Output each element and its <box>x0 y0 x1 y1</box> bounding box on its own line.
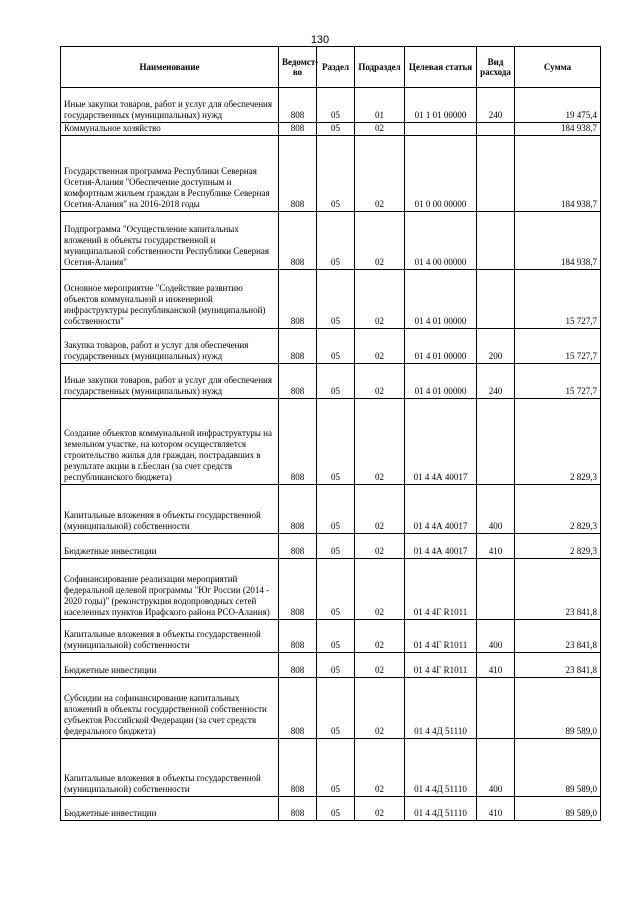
row-section: 05 <box>317 485 355 534</box>
row-sum: 184 938,7 <box>515 212 601 270</box>
row-dept: 808 <box>279 653 317 678</box>
row-target: 01 4 4Д 51110 <box>405 678 477 739</box>
row-target: 01 4 4Д 51110 <box>405 797 477 821</box>
column-header-section: Раздел <box>317 47 355 88</box>
row-section: 05 <box>317 329 355 364</box>
row-target: 01 4 4Д 51110 <box>405 739 477 797</box>
row-name: Коммунальное хозяйство <box>61 123 279 136</box>
row-section: 05 <box>317 123 355 136</box>
row-type <box>477 399 515 485</box>
row-name: Закупка товаров, работ и услуг для обеспечения государственных (муниципальных) нужд <box>61 329 279 364</box>
row-type: 240 <box>477 364 515 399</box>
table-row <box>61 364 601 399</box>
row-name: Иные закупки товаров, работ и услуг для обеспечения государственных (муниципальных) нужд <box>61 88 279 123</box>
row-target: 01 4 00 00000 <box>405 212 477 270</box>
row-name: Капитальные вложения в объекты государственной (муниципальной) собственности <box>61 620 279 653</box>
row-dept: 808 <box>279 123 317 136</box>
row-subsection: 02 <box>355 559 405 620</box>
row-section: 05 <box>317 534 355 559</box>
row-sum: 23 841,8 <box>515 620 601 653</box>
row-sum: 23 841,8 <box>515 653 601 678</box>
row-target: 01 4 4Г R1011 <box>405 559 477 620</box>
table-row <box>61 329 601 364</box>
row-sum: 184 938,7 <box>515 123 601 136</box>
row-type <box>477 270 515 329</box>
row-target <box>405 123 477 136</box>
row-sum: 89 589,0 <box>515 797 601 821</box>
row-type <box>477 559 515 620</box>
row-target: 01 1 01 00000 <box>405 88 477 123</box>
row-sum: 19 475,4 <box>515 88 601 123</box>
row-dept: 808 <box>279 364 317 399</box>
row-subsection: 02 <box>355 329 405 364</box>
row-section: 05 <box>317 653 355 678</box>
table-row <box>61 620 601 653</box>
row-target: 01 4 01 00000 <box>405 364 477 399</box>
table-row <box>61 136 601 212</box>
row-sum: 89 589,0 <box>515 678 601 739</box>
row-section: 05 <box>317 364 355 399</box>
row-target: 01 0 00 00000 <box>405 136 477 212</box>
row-name: Бюджетные инвестиции <box>61 653 279 678</box>
row-subsection: 02 <box>355 212 405 270</box>
row-section: 05 <box>317 136 355 212</box>
row-subsection: 02 <box>355 534 405 559</box>
row-name: Создание объектов коммунальной инфраструктуры на земельном участке, на котором осуществляется строительство жилья для граждан, пострадавших в результате акции в г.Беслан (за счет средств республиканского бюджета) <box>61 399 279 485</box>
table-header-row <box>61 47 601 88</box>
row-target: 01 4 4Г R1011 <box>405 620 477 653</box>
row-section: 05 <box>317 739 355 797</box>
row-subsection: 01 <box>355 88 405 123</box>
row-type <box>477 678 515 739</box>
table-row <box>61 123 601 136</box>
row-sum: 15 727,7 <box>515 270 601 329</box>
row-target: 01 4 4А 40017 <box>405 399 477 485</box>
table-row <box>61 797 601 821</box>
row-dept: 808 <box>279 559 317 620</box>
row-subsection: 02 <box>355 399 405 485</box>
row-dept: 808 <box>279 88 317 123</box>
row-target: 01 4 4А 40017 <box>405 485 477 534</box>
row-type: 200 <box>477 329 515 364</box>
row-type: 400 <box>477 485 515 534</box>
row-name: Государственная программа Республики Северная Осетия-Алания "Обеспечение доступным и комфортным жильем граждан в Республике Северная Осетия-Алания" на 2016-2018 годы <box>61 136 279 212</box>
row-dept: 808 <box>279 136 317 212</box>
row-name: Субсидии на софинансирование капитальных вложений в объекты государственной собственности субъектов Российской Федерации (за счет средств федерального бюджета) <box>61 678 279 739</box>
row-dept: 808 <box>279 485 317 534</box>
page-number: 130 <box>310 34 330 46</box>
row-name: Подпрограмма "Осуществление капитальных вложений в объекты государственной и муниципальной собственности Республики Северная Осетия-Алания" <box>61 212 279 270</box>
row-subsection: 02 <box>355 620 405 653</box>
row-sum: 184 938,7 <box>515 136 601 212</box>
row-target: 01 4 4Г R1011 <box>405 653 477 678</box>
row-sum: 2 829,3 <box>515 485 601 534</box>
row-dept: 808 <box>279 678 317 739</box>
row-dept: 808 <box>279 620 317 653</box>
table-row <box>61 399 601 485</box>
row-subsection: 02 <box>355 136 405 212</box>
row-dept: 808 <box>279 399 317 485</box>
row-type: 410 <box>477 534 515 559</box>
table-row <box>61 678 601 739</box>
row-name: Капитальные вложения в объекты государственной (муниципальной) собственности <box>61 739 279 797</box>
row-sum: 23 841,8 <box>515 559 601 620</box>
row-subsection: 02 <box>355 485 405 534</box>
row-subsection: 02 <box>355 123 405 136</box>
row-dept: 808 <box>279 797 317 821</box>
row-dept: 808 <box>279 270 317 329</box>
row-name: Бюджетные инвестиции <box>61 534 279 559</box>
row-name: Капитальные вложения в объекты государственной (муниципальной) собственности <box>61 485 279 534</box>
row-section: 05 <box>317 620 355 653</box>
row-subsection: 02 <box>355 653 405 678</box>
table-row <box>61 653 601 678</box>
row-type: 240 <box>477 88 515 123</box>
row-sum: 89 589,0 <box>515 739 601 797</box>
row-section: 05 <box>317 399 355 485</box>
table-row <box>61 739 601 797</box>
column-header-sum: Сумма <box>515 47 601 88</box>
row-dept: 808 <box>279 212 317 270</box>
column-header-dept: Ведомст-во <box>279 47 317 88</box>
row-dept: 808 <box>279 739 317 797</box>
row-sum: 15 727,7 <box>515 329 601 364</box>
row-name: Основное мероприятие "Содействие развитию объектов коммунальной и инженерной инфраструктуры республиканской (муниципальной) собственности" <box>61 270 279 329</box>
table-row <box>61 485 601 534</box>
row-section: 05 <box>317 559 355 620</box>
row-subsection: 02 <box>355 364 405 399</box>
row-name: Бюджетные инвестиции <box>61 797 279 821</box>
row-subsection: 02 <box>355 678 405 739</box>
row-section: 05 <box>317 678 355 739</box>
row-type <box>477 212 515 270</box>
column-header-name: Наименование <box>61 47 279 88</box>
row-target: 01 4 01 00000 <box>405 270 477 329</box>
row-section: 05 <box>317 270 355 329</box>
column-header-target: Целевая статья <box>405 47 477 88</box>
budget-table <box>60 46 601 821</box>
table-row <box>61 534 601 559</box>
row-section: 05 <box>317 212 355 270</box>
row-type: 400 <box>477 620 515 653</box>
row-name: Софинансирование реализации мероприятий федеральной целевой программы "Юг России (2014 - 2020 годы)" (реконструкция водопроводных сетей населенных пунктов Ирафского района РСО-Алания) <box>61 559 279 620</box>
row-subsection: 02 <box>355 739 405 797</box>
row-target: 01 4 01 00000 <box>405 329 477 364</box>
row-subsection: 02 <box>355 270 405 329</box>
row-name: Иные закупки товаров, работ и услуг для обеспечения государственных (муниципальных) нужд <box>61 364 279 399</box>
row-sum: 15 727,7 <box>515 364 601 399</box>
row-type <box>477 136 515 212</box>
row-type: 410 <box>477 797 515 821</box>
row-section: 05 <box>317 88 355 123</box>
row-subsection: 02 <box>355 797 405 821</box>
row-type: 400 <box>477 739 515 797</box>
row-sum: 2 829,3 <box>515 534 601 559</box>
row-section: 05 <box>317 797 355 821</box>
row-sum: 2 829,3 <box>515 399 601 485</box>
table-row <box>61 559 601 620</box>
column-header-subsection: Подраздел <box>355 47 405 88</box>
row-target: 01 4 4А 40017 <box>405 534 477 559</box>
table-row <box>61 270 601 329</box>
table-row <box>61 212 601 270</box>
row-dept: 808 <box>279 534 317 559</box>
row-type: 410 <box>477 653 515 678</box>
table-row <box>61 88 601 123</box>
row-dept: 808 <box>279 329 317 364</box>
row-type <box>477 123 515 136</box>
column-header-type: Вид расхода <box>477 47 515 88</box>
